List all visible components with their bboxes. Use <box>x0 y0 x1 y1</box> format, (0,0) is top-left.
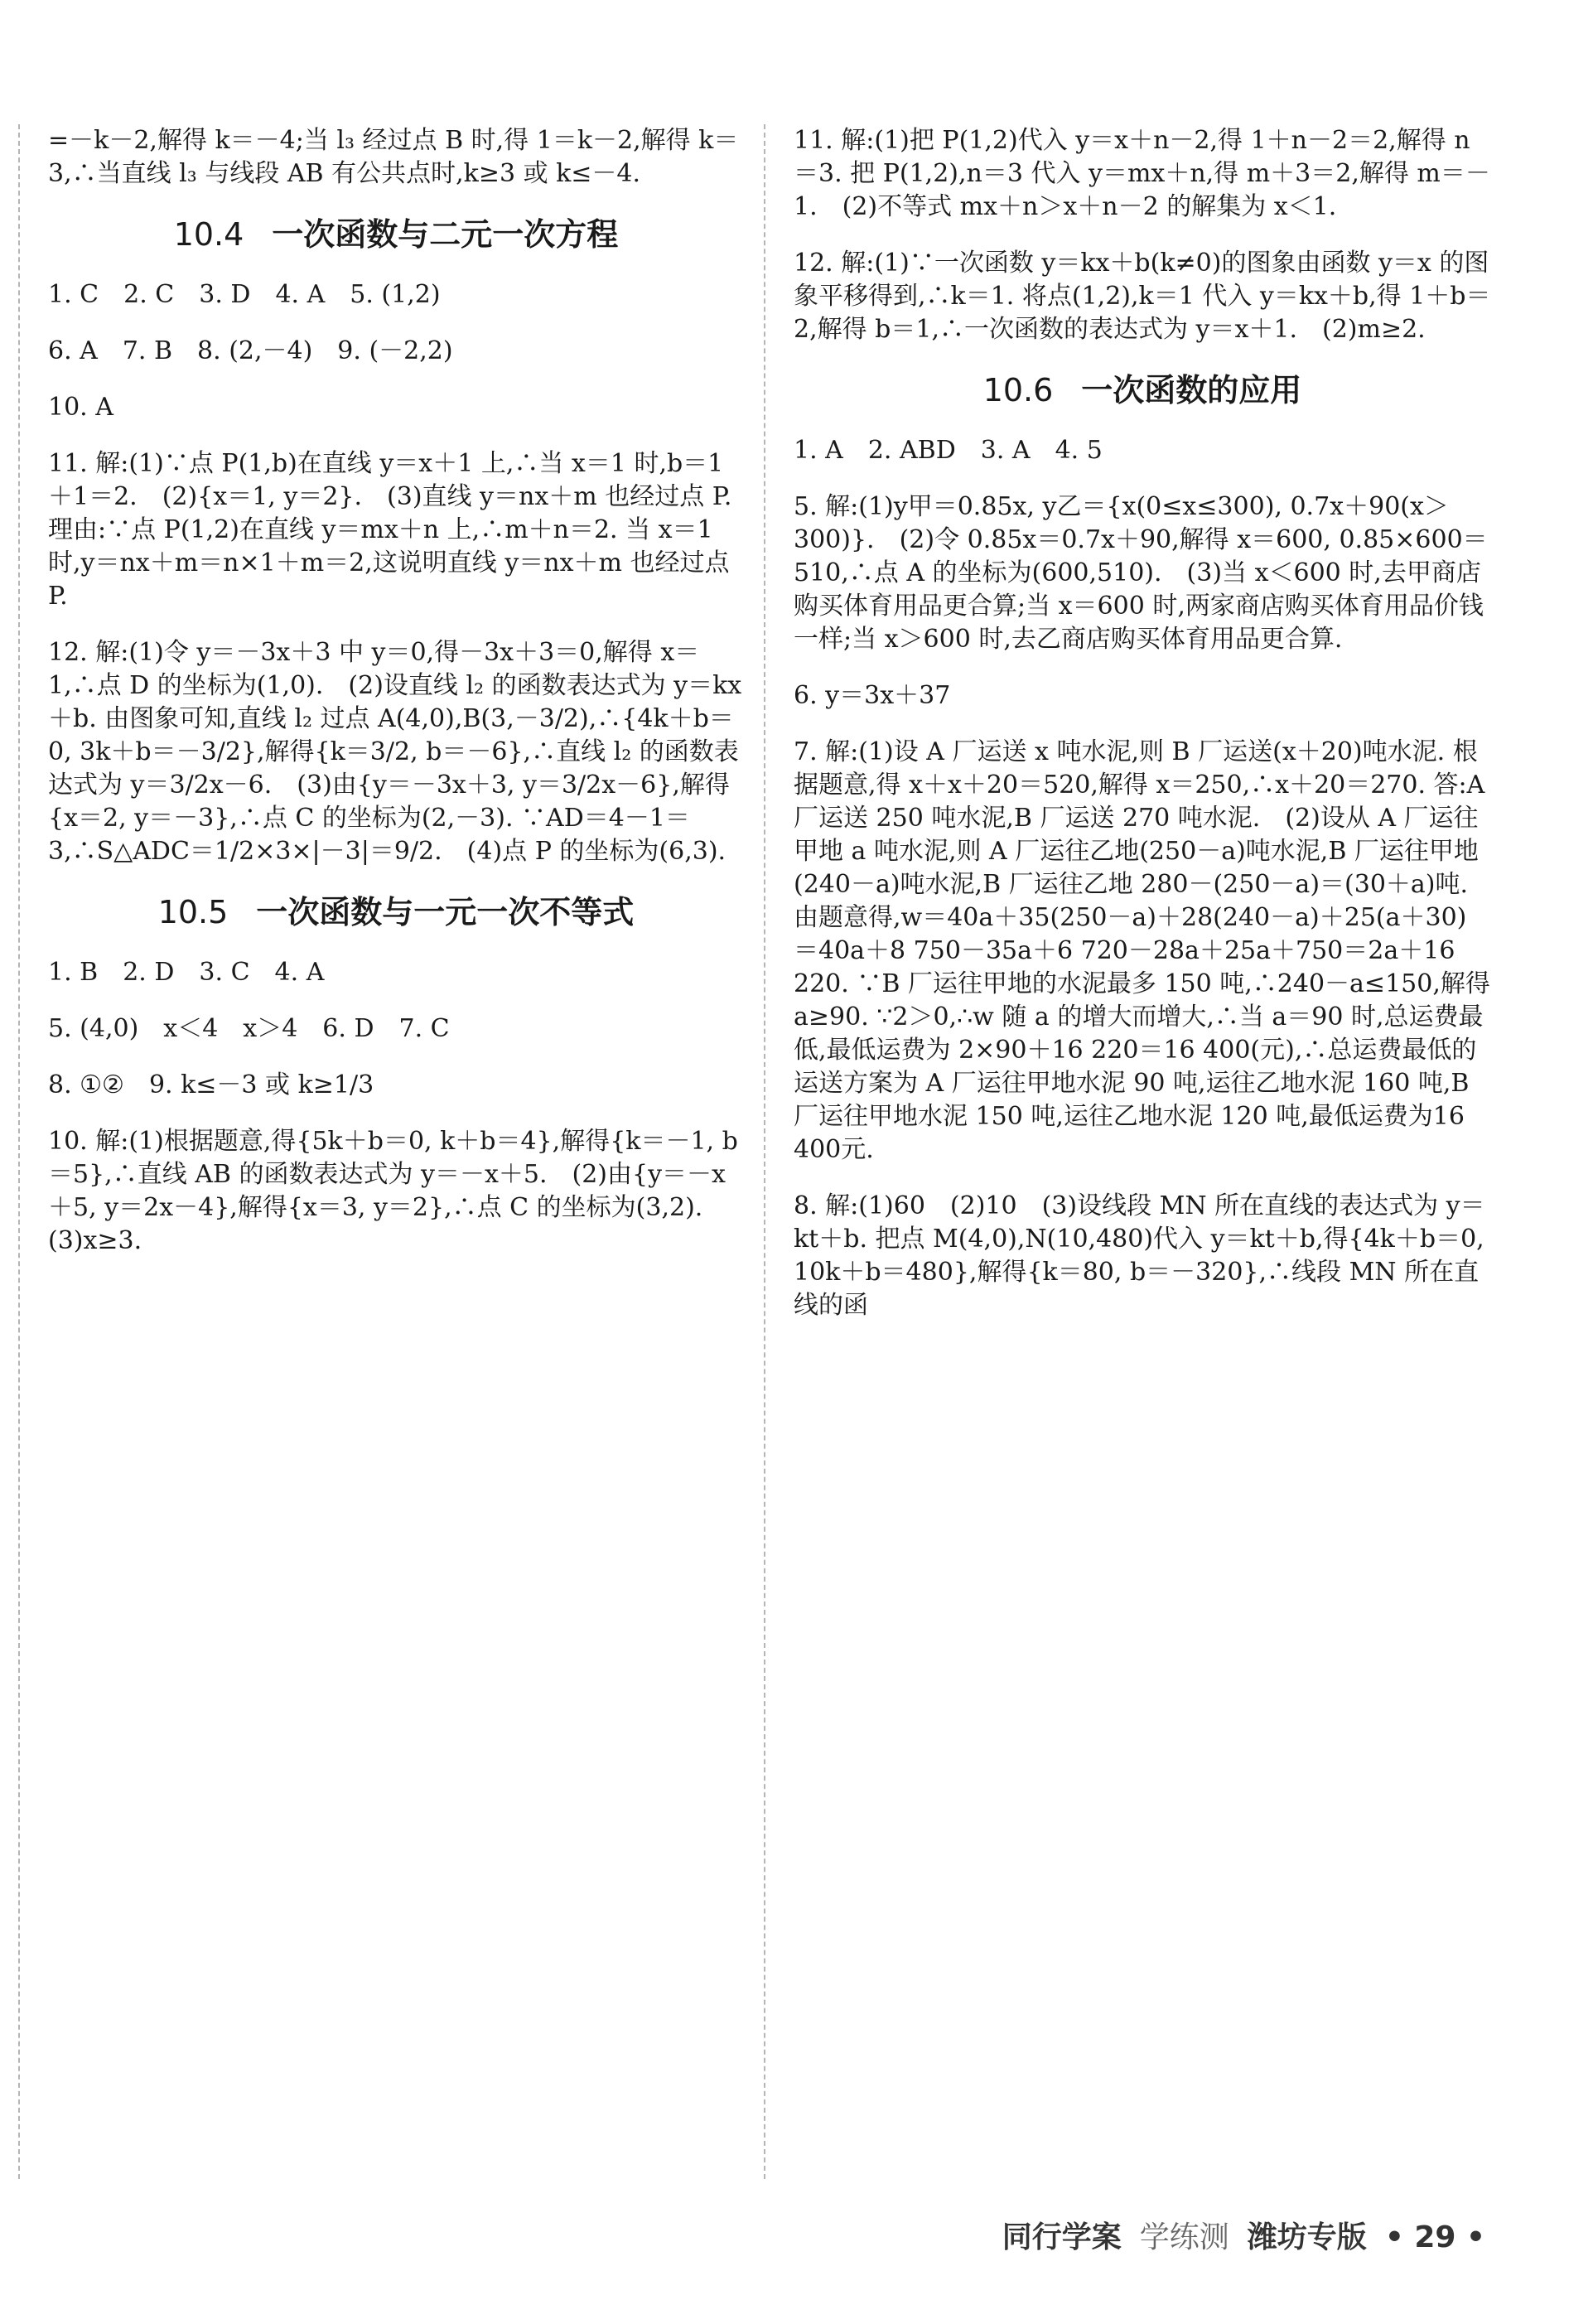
section-heading-10-6 <box>794 370 1491 411</box>
answer-problem-7: 7. 解:(1)设 A 厂运送 x 吨水泥,则 B 厂运送(x＋20)吨水泥. 根据题意,得 x＋x＋20＝520,解得 x＝250,∴x＋20＝270. 答:A 厂运送 250 吨水泥,B 厂运送 270 吨水泥. (2)设从 A 厂运往甲地 a 吨水泥,则 A 厂运往乙地(250－a)吨水泥,B 厂运往甲地(240－a)吨水泥,B 厂运往乙地 280－(250－a)＝(30＋a)吨. 由题意得,w＝40a＋35(250－a)＋28(240－a)＋25(a＋30)＝40a＋8 750－35a＋6 720－28a＋25a＋750＝2a＋16 220. ∵B 厂运往甲地的水泥最多 150 吨,∴240－a≤150,解得 a≥90. ∵2＞0,∴w 随 a 的增大而增大,∴当 a＝90 时,总运费最低,最低运费为 2×90＋16 220＝16 400(元),∴总运费最低的运送方案为 A 厂运往甲地水泥 90 吨,运往乙地水泥 160 吨,B 厂运往甲地水泥 150 吨,运往乙地水泥 120 吨,最低运费为16 400元. <box>794 737 1490 1164</box>
left-column <box>48 124 744 1281</box>
section-number: 10.4 <box>173 216 244 253</box>
column-divider <box>764 124 765 2179</box>
section-heading-10-5 <box>48 891 744 933</box>
answer-line: 1. B 2. D 3. C 4. A <box>48 958 325 987</box>
answer-problem-11: 11. 解:(1)把 P(1,2)代入 y＝x＋n－2,得 1＋n－2＝2,解得 n＝3. 把 P(1,2),n＝3 代入 y＝mx＋n,得 m＋3＝2,解得 m＝－1. (2)不等式 mx＋n＞x＋n－2 的解集为 x＜1. <box>794 126 1490 221</box>
section-number: 10.5 <box>157 894 229 930</box>
page-footer <box>1002 2214 1485 2256</box>
answer-line: 6. y＝3x＋37 <box>794 681 951 710</box>
section-title: 一次函数的应用 <box>1081 372 1302 408</box>
answer-problem-12: 12. 解:(1)∵一次函数 y＝kx＋b(k≠0)的图象由函数 y＝x 的图象平移得到,∴k＝1. 将点(1,2),k＝1 代入 y＝kx＋b,得 1＋b＝2,解得 b＝1,∴一次函数的表达式为 y＝x＋1. (2)m≥2. <box>794 249 1491 344</box>
answer-line: 8. ①② 9. k≤－3 或 k≥1/3 <box>48 1070 374 1099</box>
left-margin-divider <box>18 124 20 2179</box>
footer-brand: 同行学案 <box>1002 2220 1122 2254</box>
answer-line: 1. C 2. C 3. D 4. A 5. (1,2) <box>48 280 441 309</box>
answer-problem-11: 11. 解:(1)∵点 P(1,b)在直线 y＝x＋1 上,∴当 x＝1 时,b＝1＋1＝2. (2){x＝1, y＝2}. (3)直线 y＝nx＋m 也经过点 P. 理由:∵点 P(1,2)在直线 y＝mx＋n 上,∴m＋n＝2. 当 x＝1 时,y＝nx＋m＝n×1＋m＝2,这说明直线 y＝nx＋m 也经过点 P. <box>48 449 732 611</box>
section-title: 一次函数与一元一次不等式 <box>256 894 635 930</box>
footer-series: 学练测 <box>1139 2220 1229 2254</box>
answer-problem-8: 8. 解:(1)60 (2)10 (3)设线段 MN 所在直线的表达式为 y＝kt＋b. 把点 M(4,0),N(10,480)代入 y＝kt＋b,得{4k＋b＝0, 10k＋b＝480},解得{k＝80, b＝－320},∴线段 MN 所在直线的函 <box>794 1191 1485 1320</box>
answer-problem-10: 10. 解:(1)根据题意,得{5k＋b＝0, k＋b＝4},解得{k＝－1, b＝5},∴直线 AB 的函数表达式为 y＝－x＋5. (2)由{y＝－x＋5, y＝2x－4},解得{x＝3, y＝2},∴点 C 的坐标为(3,2). (3)x≥3. <box>48 1127 738 1255</box>
section-title: 一次函数与二元一次方程 <box>272 216 619 253</box>
answer-line: 5. (4,0) x＜4 x＞4 6. D 7. C <box>48 1014 450 1043</box>
answer-line: 1. A 2. ABD 3. A 4. 5 <box>794 436 1103 465</box>
answer-problem-5: 5. 解:(1)y甲＝0.85x, y乙＝{x(0≤x≤300), 0.7x＋90(x＞300)}. (2)令 0.85x＝0.7x＋90,解得 x＝600, 0.85×600＝510,∴点 A 的坐标为(600,510). (3)当 x＜600 时,去甲商店购买体育用品更合算;当 x＝600 时,两家商店购买体育用品价钱一样;当 x＞600 时,去乙商店购买体育用品更合算. <box>794 492 1488 654</box>
section-heading-10-4 <box>48 214 744 255</box>
footer-edition: 潍坊专版 <box>1247 2220 1367 2254</box>
answer-line: 6. A 7. B 8. (2,－4) 9. (－2,2) <box>48 336 453 365</box>
section-number: 10.6 <box>982 372 1054 408</box>
right-column <box>794 124 1491 1346</box>
answer-problem-12: 12. 解:(1)令 y＝－3x＋3 中 y＝0,得－3x＋3＝0,解得 x＝1,∴点 D 的坐标为(1,0). (2)设直线 l₂ 的函数表达式为 y＝kx＋b. 由图象可知,直线 l₂ 过点 A(4,0),B(3,－3/2),∴{4k＋b＝0, 3k＋b＝－3/2},解得{k＝3/2, b＝－6},∴直线 l₂ 的函数表达式为 y＝3/2x－6. (3)由{y＝－3x＋3, y＝3/2x－6},解得{x＝2, y＝－3},∴点 C 的坐标为(2,－3). ∵AD＝4－1＝3,∴S△ADC＝1/2×3×|－3|＝9/2. (4)点 P 的坐标为(6,3). <box>48 638 742 866</box>
page-number: • 29 • <box>1384 2220 1485 2254</box>
answer-line: 10. A <box>48 393 113 422</box>
continued-answer: =－k－2,解得 k＝－4;当 l₃ 经过点 B 时,得 1＝k－2,解得 k＝3,∴当直线 l₃ 与线段 AB 有公共点时,k≥3 或 k≤－4. <box>48 126 739 188</box>
